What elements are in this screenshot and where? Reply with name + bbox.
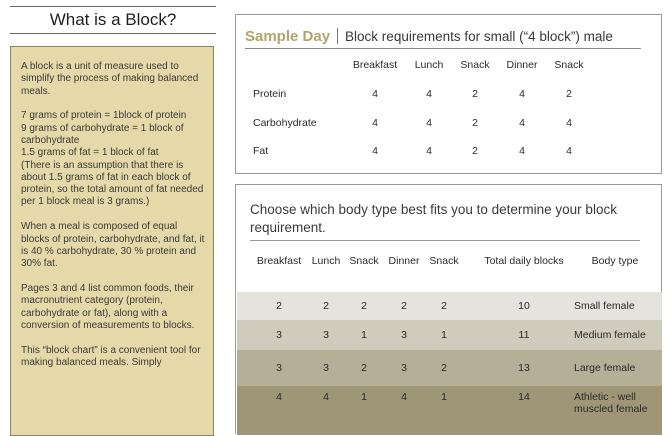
body-col-breakfast: Breakfast xyxy=(256,255,302,267)
body-col-type: Body type xyxy=(591,255,639,267)
body-row-athletic-female xyxy=(237,386,662,435)
body-cell: 3 xyxy=(276,362,282,374)
info-paragraph-definition: A block is a unit of measure used to simplify the process of making balanced meals. xyxy=(21,61,199,97)
conversion-protein: 7 grams of protein = 1block of protein xyxy=(21,110,187,122)
body-row-medium-female xyxy=(237,320,662,350)
body-cell: 3 xyxy=(401,362,407,374)
header-divider xyxy=(337,28,338,44)
sample-col-snack-1: Snack xyxy=(460,59,490,71)
body-cell: 1 xyxy=(441,329,447,341)
body-cell: 4 xyxy=(401,391,407,403)
sample-day-header xyxy=(245,24,641,49)
sample-col-dinner: Dinner xyxy=(506,59,538,71)
sample-day-title: Block requirements for small (“4 block”) male xyxy=(345,28,613,44)
sample-cell: 2 xyxy=(472,117,478,129)
body-type-intro: Choose which body type best fits you to determine your block requirement. xyxy=(250,201,640,241)
sample-cell: 4 xyxy=(519,88,525,100)
body-col-snack-1: Snack xyxy=(349,255,379,267)
body-cell-total: 13 xyxy=(518,362,530,374)
sample-cell: 2 xyxy=(472,88,478,100)
body-cell: 2 xyxy=(361,362,367,374)
body-cell: 1 xyxy=(441,391,447,403)
body-row-small-female xyxy=(237,292,662,320)
left-title-bar xyxy=(10,6,216,34)
body-cell: 3 xyxy=(323,362,329,374)
body-cell: 2 xyxy=(276,300,282,312)
body-type-label: Large female xyxy=(574,362,636,374)
sample-cell: 4 xyxy=(519,117,525,129)
sample-cell: 4 xyxy=(426,88,432,100)
info-paragraph-pages: Pages 3 and 4 list common foods, their macronutrient category (protein, carbohydrate or fat), along with a conversion of measurements to blocks. xyxy=(21,282,195,331)
body-cell: 4 xyxy=(276,391,282,403)
body-cell-total: 10 xyxy=(518,300,530,312)
body-col-lunch: Lunch xyxy=(311,255,341,267)
body-col-snack-2: Snack xyxy=(429,255,459,267)
body-cell: 2 xyxy=(401,300,407,312)
sample-day-panel xyxy=(235,14,662,174)
body-cell-total: 11 xyxy=(518,329,530,341)
body-cell: 2 xyxy=(441,300,447,312)
sample-cell: 4 xyxy=(372,117,378,129)
info-paragraph-chart: This “block chart” is a convenient tool for making balanced meals. Simply xyxy=(21,344,201,368)
sample-row-label-protein: Protein xyxy=(253,88,287,100)
sample-col-lunch: Lunch xyxy=(414,59,444,71)
sample-cell: 4 xyxy=(426,117,432,129)
sample-cell: 4 xyxy=(372,88,378,100)
body-type-label: Small female xyxy=(574,300,635,312)
conversion-carbohydrate: 9 grams of carbohydrate = 1 block of carbohydrate xyxy=(21,122,184,146)
body-cell: 3 xyxy=(323,329,329,341)
block-info-box xyxy=(10,46,214,436)
body-row-large-female xyxy=(237,350,662,386)
info-conversions xyxy=(21,110,205,208)
sample-cell: 4 xyxy=(372,145,378,157)
body-cell: 1 xyxy=(361,329,367,341)
info-paragraph-balance: When a meal is composed of equal blocks of protein, carbohydrate, and fat, it is 40 % carbohydrate, 30 % protein and 30% fat. xyxy=(21,221,205,270)
body-cell: 3 xyxy=(401,329,407,341)
body-type-panel xyxy=(235,184,662,434)
body-cell: 2 xyxy=(323,300,329,312)
body-col-total: Total daily blocks xyxy=(484,255,564,267)
sample-row-label-carbohydrate: Carbohydrate xyxy=(253,117,317,129)
sample-cell: 4 xyxy=(426,145,432,157)
body-cell: 4 xyxy=(323,391,329,403)
sample-cell: 4 xyxy=(519,145,525,157)
conversion-note: (There is an assumption that there is about 1.5 grams of fat in each block of protein, so the total amount of fat needed per 1 block meal is 3 grams.) xyxy=(21,159,204,208)
sample-col-snack-2: Snack xyxy=(554,59,584,71)
body-cell: 1 xyxy=(361,391,367,403)
body-cell: 2 xyxy=(441,362,447,374)
page-title: What is a Block? xyxy=(49,10,177,29)
body-col-dinner: Dinner xyxy=(388,255,420,267)
sample-col-breakfast: Breakfast xyxy=(352,59,398,71)
body-cell-total: 14 xyxy=(518,391,530,403)
sample-cell: 4 xyxy=(566,145,572,157)
sample-day-label: Sample Day xyxy=(245,27,331,45)
sample-cell: 2 xyxy=(566,88,572,100)
sample-cell: 4 xyxy=(566,117,572,129)
body-type-label: Athletic - well muscled female xyxy=(574,391,648,415)
conversion-fat: 1.5 grams of fat = 1 block of fat xyxy=(21,147,159,159)
body-cell: 3 xyxy=(276,329,282,341)
body-cell: 2 xyxy=(361,300,367,312)
sample-row-label-fat: Fat xyxy=(253,145,269,157)
sample-cell: 2 xyxy=(472,145,478,157)
body-type-label: Medium female xyxy=(574,329,646,341)
